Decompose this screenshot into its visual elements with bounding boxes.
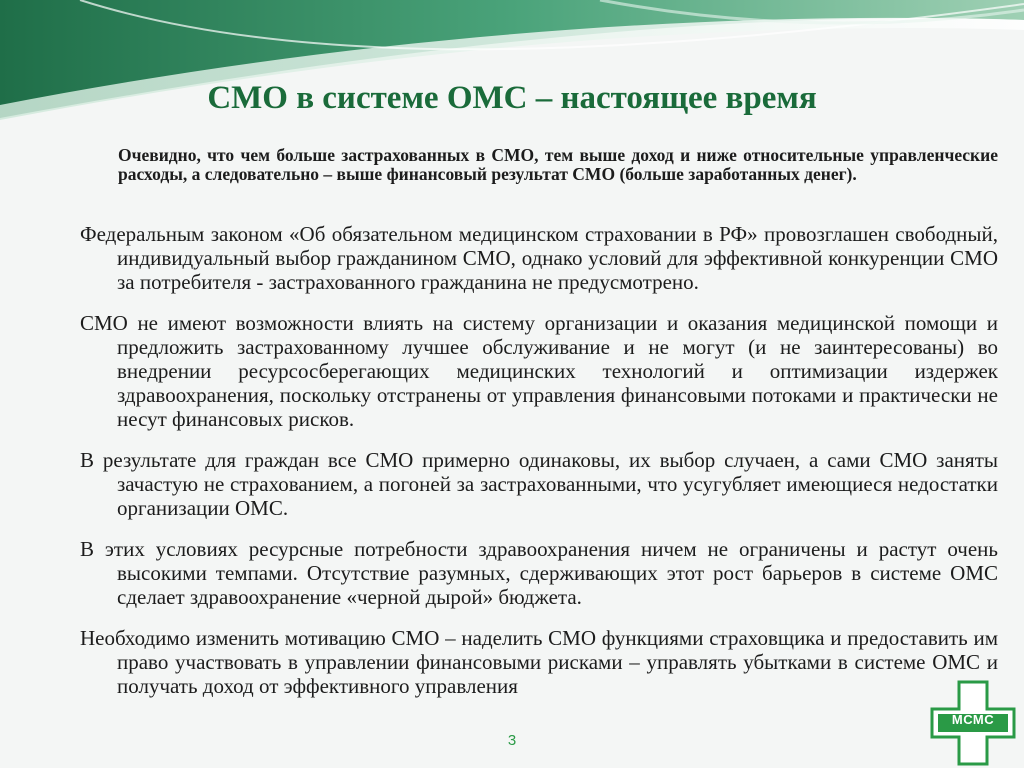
paragraph: Необходимо изменить мотивацию СМО – наделить СМО функциями страховщика и предоставить им право участвовать в управлении финансовыми рисками – управлять убытками в системе ОМС и получать доход от эффективного управления [80, 626, 998, 698]
header-swoosh-decoration [0, 0, 1024, 150]
paragraph: В результате для граждан все СМО примерно одинаковы, их выбор случаен, а сами СМО заняты зачастую не страхованием, а погоней за застрахованными, что усугубляет имеющиеся недостатки организации ОМС. [80, 448, 998, 520]
paragraph: В этих условиях ресурсные потребности здравоохранения ничем не ограничены и растут очень высокими темпами. Отсутствие разумных, сдерживающих этот рост барьеров в системе ОМС сделает здравоохранение «черной дырой» бюджета. [80, 537, 998, 609]
paragraph: СМО не имеют возможности влиять на систему организации и оказания медицинской помощи и предложить застрахованному лучшее обслуживание и не могут (и не заинтересованы) во внедрении ресурсосберегающих медицинских технологий и оптимизации издержек здравоохранения, поскольку отстранены от управления финансовыми потоками и практически не несут финансовых рисков. [80, 311, 998, 431]
intro-paragraph: Очевидно, что чем больше застрахованных в СМО, тем выше доход и ниже относительные управленческие расходы, а следовательно – выше финансовый результат СМО (больше заработанных денег). [118, 145, 998, 184]
page-title: СМО в системе ОМС – настоящее время [207, 80, 817, 116]
body-text [80, 222, 998, 715]
logo-text: МСМС [951, 712, 995, 727]
page-number: 3 [507, 732, 517, 749]
paragraph: Федеральным законом «Об обязательном медицинском страховании в РФ» провозглашен свободный, индивидуальный выбор гражданином СМО, однако условий для эффективной конкуренции СМО за потребителя - застрахованного гражданина не предусмотрено. [80, 222, 998, 294]
